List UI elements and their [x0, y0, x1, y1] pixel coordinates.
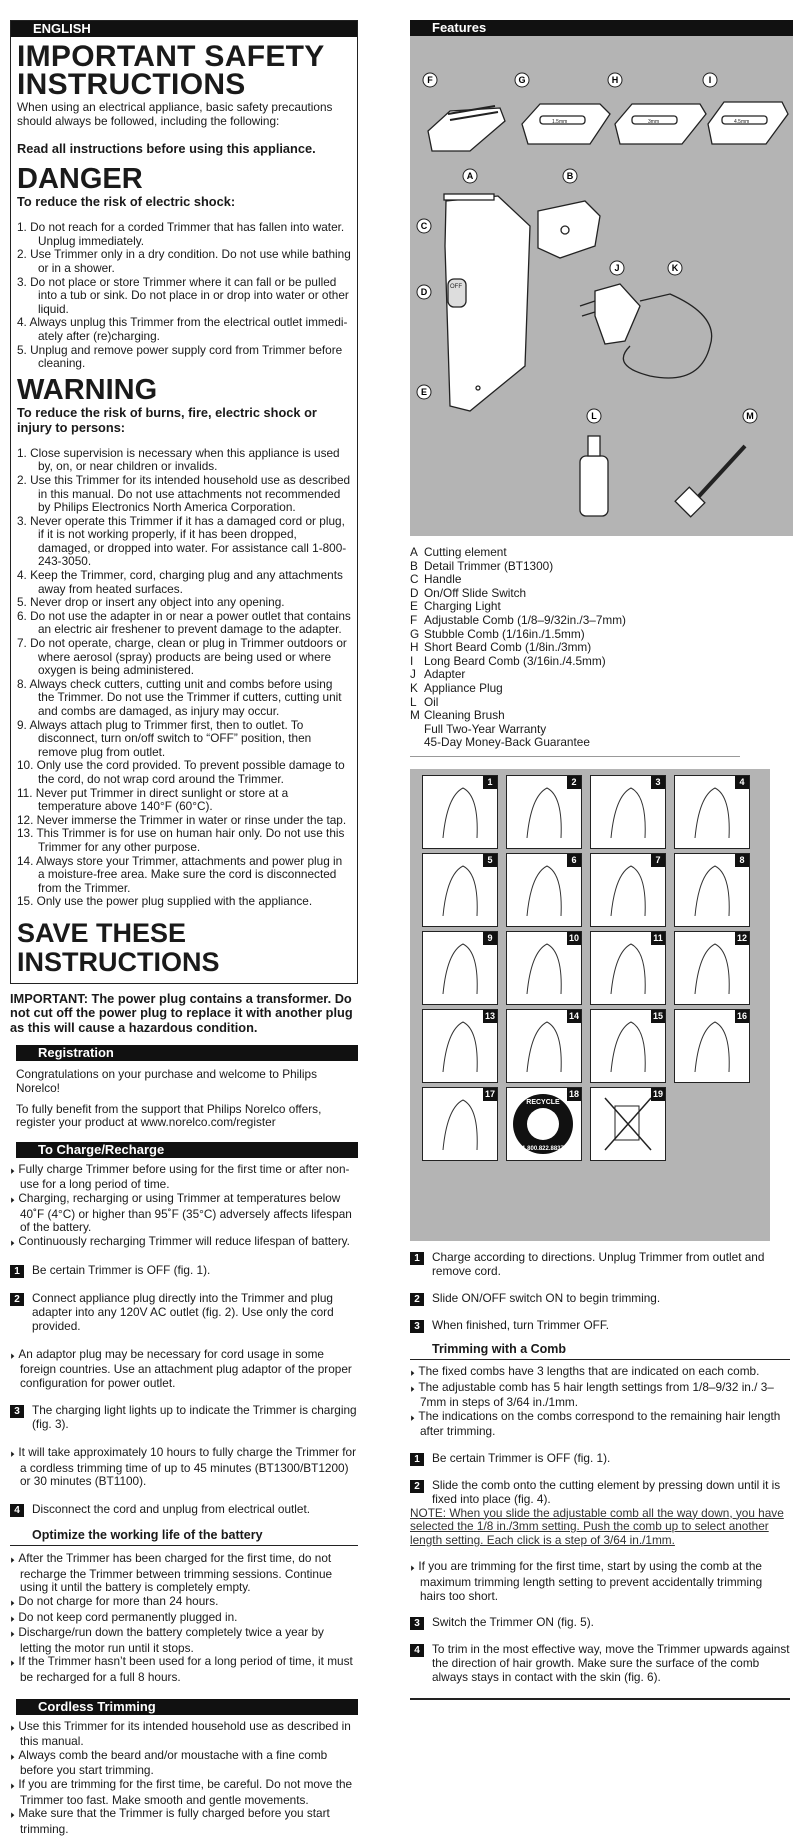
figure-number: 11	[651, 932, 665, 945]
list-item: ▶ The adjustable comb has 5 hair length settings from 1/8–9/32 in./ 3–7mm in steps of 3/64 in./1mm.	[410, 1381, 790, 1410]
comb-i-illustration	[708, 102, 788, 144]
part-letter: B	[410, 558, 418, 573]
list-item: 2. Use this Trimmer for its intended household use as described in this manual. Do not use attachments not recommended by Philips Electronics North America Corporation.	[17, 472, 351, 515]
comb-length-label: 3mm	[648, 119, 660, 125]
comb-length-label: 4.5mm	[734, 119, 750, 125]
cordless-section	[10, 1699, 358, 1836]
step-number: 2	[410, 1293, 424, 1306]
list-item: ▶ The fixed combs have 3 lengths that are indicated on each comb.	[410, 1365, 790, 1381]
comb-step-1	[410, 1452, 790, 1466]
figure-number: 15	[652, 1010, 663, 1021]
svg-text:G: G	[518, 75, 526, 85]
list-item: ▶ If the Trimmer hasn’t been used for a long period of time, it must be recharged for a full 8 hours.	[10, 1655, 358, 1684]
figures-panel	[410, 769, 770, 1241]
warning-subtitle: To reduce the risk of burns, fire, electric shock or injury to persons:	[17, 404, 317, 435]
warning-list	[17, 447, 351, 909]
optimize-header: Optimize the working life of the battery	[10, 1529, 358, 1547]
cordless-step-3	[410, 1319, 790, 1333]
figure-6	[506, 853, 582, 927]
list-item: 1. Do not reach for a corded Trimmer that has fallen into water. Unplug immediately.	[17, 220, 345, 248]
switch-off-label: OFF	[450, 284, 462, 290]
guarantee-text: 45-Day Money-Back Guarantee	[424, 735, 590, 750]
read-all-text: Read all instructions before using this appliance.	[17, 141, 316, 157]
figure-17	[422, 1087, 498, 1161]
part-item	[410, 614, 750, 628]
left-column	[10, 20, 358, 1836]
step-number: 1	[410, 1453, 424, 1466]
svg-text:I: I	[708, 75, 712, 85]
step-text: To trim in the most effective way, move the Trimmer upwards against the direction of hair growth. Make sure the surface of the comb always stays in contact with the skin (fig. 6).	[432, 1642, 790, 1684]
callout-j	[610, 261, 624, 275]
list-item: 6. Do not use the adapter in or near a power outlet that contains an electric air freshener to prevent damage to the adapter.	[17, 608, 351, 637]
figure-14	[506, 1009, 582, 1083]
charge-section	[10, 1142, 358, 1517]
save-instructions-title: SAVE THESE INSTRUCTIONS	[17, 917, 220, 977]
callout-b	[563, 169, 577, 183]
charge-header: To Charge/Recharge	[16, 1142, 358, 1158]
step-text: Be certain Trimmer is OFF (fig. 1).	[432, 1451, 611, 1466]
svg-text:C: C	[420, 221, 428, 231]
figure-number: 7	[651, 854, 665, 867]
guarantee-line	[410, 736, 750, 750]
cleaning-brush-illustration	[675, 446, 745, 517]
part-name: Adapter	[424, 667, 466, 682]
registration-link-text: To fully benefit from the support that Philips Norelco offers, register your product at www.norelco.com/register	[16, 1101, 322, 1130]
callout-f	[423, 73, 437, 87]
features-illustration	[410, 36, 793, 536]
figure-8	[674, 853, 750, 927]
list-item: 11. Never put Trimmer in direct sunlight or store at a temperature above 140°F (60°C).	[17, 785, 289, 814]
list-item: 3. Do not place or store Trimmer where it can fall or be pulled into a tub or sink. Do not place in or drop into water or other liquid.	[17, 274, 349, 316]
list-item: ▶ An adaptor plug may be necessary for cord usage in some foreign countries. Use an attachment plug adaptor of the proper configuration for power outlet.	[10, 1348, 358, 1391]
list-item: 15. Only use the power plug supplied with the appliance.	[17, 894, 313, 909]
figure-7	[590, 853, 666, 927]
list-item: 3. Never operate this Trimmer if it has a damaged cord or plug, if it is not working properly, if it has been dropped, damaged, or dropped into water. For assistance call 1-800-243-3050.	[17, 513, 347, 569]
list-item: ▶ Discharge/run down the battery completely twice a year by letting the motor run until it stops.	[10, 1626, 358, 1655]
svg-text:L: L	[591, 411, 597, 421]
list-item: 5. Never drop or insert any object into any opening.	[17, 595, 285, 610]
list-item: ▶ Do not charge for more than 24 hours.	[10, 1595, 358, 1611]
svg-text:1.800.822.8837: 1.800.822.8837	[522, 1145, 564, 1152]
svg-text:D: D	[420, 287, 428, 297]
step-number: 3	[410, 1320, 424, 1333]
comb-step-3	[410, 1616, 790, 1630]
page-bottom-rule	[410, 1698, 790, 1700]
callout-h	[608, 73, 622, 87]
step-number: 2	[10, 1293, 24, 1306]
charge-step-1	[10, 1264, 358, 1278]
part-item	[410, 628, 750, 642]
svg-text:M: M	[746, 411, 754, 421]
cordless-step-2	[410, 1292, 790, 1306]
warning-title: WARNING	[17, 373, 158, 406]
svg-text:F: F	[427, 75, 433, 85]
figure-number: 12	[736, 932, 747, 943]
list-item: 4. Always unplug this Trimmer from the electrical outlet immedi-ately after (re)charging.	[17, 315, 348, 343]
part-letter: G	[410, 626, 420, 641]
safety-title	[17, 40, 351, 101]
language-header: ENGLISH	[11, 21, 357, 37]
charge-step-3	[10, 1404, 358, 1432]
list-item: 4. Keep the Trimmer, cord, charging plug and any attachments away from heated surfaces.	[17, 568, 343, 596]
part-name: Cutting element	[424, 545, 507, 559]
list-item: ▶ Always comb the beard and/or moustache with a fine comb before you start trimming.	[10, 1749, 358, 1778]
comb-note: NOTE: When you slide the adjustable comb all the way down, you have selected the 1/8 in./3mm setting. Push the comb up to select another length setting. Each click is a step of 3/64 in./1mm.	[410, 1505, 784, 1547]
danger-subtitle: To reduce the risk of electric shock:	[17, 194, 236, 210]
svg-text:J: J	[614, 263, 620, 273]
figure-number: 14	[568, 1010, 579, 1021]
figure-15	[590, 1009, 666, 1083]
figure-number: 10	[568, 932, 579, 943]
figure-number: 2	[567, 776, 581, 789]
list-item: ▶ Charging, recharging or using Trimmer at temperatures below 40˚F (4°C) or higher than 95˚F (35°C) adversely affects lifespan of the battery.	[10, 1192, 358, 1235]
part-name: Cleaning Brush	[424, 708, 505, 723]
charge-time-bullet-list	[10, 1446, 358, 1489]
list-item: 12. Never immerse the Trimmer in water or rinse under the tap.	[17, 812, 347, 827]
figure-number: 4	[735, 776, 749, 789]
part-letter: A	[410, 545, 418, 559]
features-panel	[410, 20, 793, 536]
figure-11	[590, 931, 666, 1005]
part-letter: L	[410, 694, 417, 709]
registration-header: Registration	[16, 1045, 358, 1061]
list-item: 2. Use Trimmer only in a dry condition. Do not use while bathing or in a shower.	[17, 247, 351, 275]
callout-a	[463, 169, 477, 183]
callout-d	[417, 285, 431, 299]
detail-trimmer-illustration	[538, 201, 600, 258]
danger-list	[17, 221, 351, 371]
callout-c	[417, 219, 431, 233]
figure-2	[506, 775, 582, 849]
callout-k	[668, 261, 682, 275]
comb-bullets	[410, 1365, 790, 1439]
intro-text: When using an electrical appliance, basic safety precautions should always be followed, including the following:	[17, 100, 333, 128]
part-item	[410, 573, 750, 587]
danger-title: DANGER	[17, 163, 143, 196]
list-item: ▶ Fully charge Trimmer before using for the first time or after non-use for a long period of time.	[10, 1163, 358, 1192]
warranty-line	[410, 723, 750, 737]
warranty-text: Full Two-Year Warranty	[424, 721, 547, 736]
callout-e	[417, 385, 431, 399]
part-letter: E	[410, 599, 418, 614]
charge-bullets	[10, 1163, 358, 1251]
list-item: 1. Close supervision is necessary when this appliance is used by, on, or near children or invalids.	[17, 445, 340, 474]
figure-1	[422, 775, 498, 849]
list-item: ▶ It will take approximately 10 hours to fully charge the Trimmer for a cordless trimming time of up to 45 minutes (BT1300/BT1200) or 30 minutes (BT1100).	[10, 1446, 358, 1489]
list-item: ▶ Use this Trimmer for its intended household use as described in this manual.	[10, 1720, 358, 1749]
figure-9	[422, 931, 498, 1005]
adapter-illustration	[580, 284, 640, 344]
figure-4	[674, 775, 750, 849]
svg-text:H: H	[611, 75, 619, 85]
step-number: 4	[410, 1644, 424, 1657]
part-letter: D	[410, 585, 419, 600]
figure-number: 17	[484, 1088, 495, 1099]
step-number: 1	[410, 1252, 424, 1265]
list-item: ▶ Make sure that the Trimmer is fully charged before you start trimming.	[10, 1807, 358, 1836]
step-number: 3	[10, 1405, 24, 1418]
callout-m	[743, 409, 757, 423]
adaptor-bullet-list	[10, 1348, 358, 1391]
part-letter: I	[410, 653, 414, 668]
figure-number: 3	[651, 776, 665, 789]
figure-number: 19	[652, 1088, 663, 1099]
list-item: ▶ The indications on the combs correspond to the remaining hair length after trimming.	[410, 1410, 790, 1439]
svg-text:B: B	[566, 171, 574, 181]
comb-header: Trimming with a Comb	[410, 1343, 790, 1361]
figure-16	[674, 1009, 750, 1083]
list-item: 8. Always check cutters, cutting unit and combs before using the Trimmer. Do not use the Trimmer if cutters, cutting unit and combs are damaged, as injury may occur.	[17, 676, 342, 718]
features-header: Features	[410, 20, 793, 36]
divider	[410, 756, 740, 757]
registration-section	[10, 1045, 358, 1129]
list-item: 13. This Trimmer is for use on human hair only. Do not use this Trimmer for any other purpose.	[17, 826, 345, 854]
part-item	[410, 600, 750, 614]
list-item: 7. Do not operate, charge, clean or plug in Trimmer outdoors or where aerosol (spray) products are being used or where oxygen is being administered.	[17, 636, 347, 678]
registration-text: Congratulations on your purchase and welcome to Philips Norelco!	[16, 1067, 317, 1095]
step-number: 2	[410, 1480, 424, 1493]
part-letter: J	[410, 667, 416, 682]
step-text: Be certain Trimmer is OFF (fig. 1).	[32, 1263, 211, 1278]
list-item: ▶ If you are trimming for the first time, start by using the comb at the maximum trimming length setting to prevent accidentally trimming hairs too short.	[410, 1560, 790, 1603]
cordless-header: Cordless Trimming	[16, 1699, 358, 1715]
part-item	[410, 696, 750, 710]
callout-g	[515, 73, 529, 87]
part-letter: C	[410, 572, 419, 587]
part-name: Short Beard Comb (1/8in./3mm)	[424, 640, 592, 655]
oil-bottle-illustration	[580, 436, 608, 516]
list-item: 14. Always store your Trimmer, attachments and power plug in a moisture-free area. Make sure the cord is disconnected from the Trimmer.	[17, 853, 343, 895]
part-name: Oil	[424, 694, 439, 709]
list-item: ▶ Do not keep cord permanently plugged in.	[10, 1611, 358, 1627]
step-text: Switch the Trimmer ON (fig. 5).	[432, 1615, 594, 1630]
cordless-step-1	[410, 1251, 790, 1279]
list-item: ▶ Continuously recharging Trimmer will reduce lifespan of battery.	[10, 1235, 358, 1251]
part-letter: M	[410, 708, 420, 723]
step-text: Disconnect the cord and unplug from electrical outlet.	[32, 1501, 311, 1516]
figure-number: 1	[483, 776, 497, 789]
part-item	[410, 668, 750, 682]
important-transformer-note: IMPORTANT: The power plug contains a transformer. Do not cut off the power plug to replace it with another plug as this will cause a hazardous condition.	[10, 990, 353, 1035]
part-item	[410, 682, 750, 696]
figure-number: 9	[483, 932, 497, 945]
figure-number: 13	[484, 1010, 495, 1021]
comb-step-4	[410, 1643, 790, 1684]
list-item: 9. Always attach plug to Trimmer first, then to outlet. To disconnect, turn on/off switch to “OFF” position, then remove plug from outlet.	[17, 717, 312, 759]
comb-g-illustration	[522, 104, 610, 144]
figure-18	[506, 1087, 582, 1161]
figure-10	[506, 931, 582, 1005]
svg-text:A: A	[466, 171, 474, 181]
step-text: When finished, turn Trimmer OFF.	[432, 1317, 609, 1332]
parts-list	[410, 546, 750, 757]
safety-instructions-box	[10, 20, 358, 984]
optimize-section	[10, 1529, 358, 1685]
part-letter: K	[410, 680, 418, 695]
svg-text:RECYCLE: RECYCLE	[526, 1098, 560, 1106]
part-item	[410, 709, 750, 723]
part-item	[410, 655, 750, 669]
part-letter: F	[410, 612, 418, 627]
comb-f-illustration	[428, 106, 505, 151]
figure-number: 8	[735, 854, 749, 867]
part-name: Long Beard Comb (3/16in./4.5mm)	[424, 653, 606, 668]
step-text: Slide the comb onto the cutting element by pressing down until it is fixed into place (fig. 4).	[432, 1478, 781, 1507]
part-item	[410, 641, 750, 655]
part-item	[410, 560, 750, 574]
title-line-2: INSTRUCTIONS	[17, 68, 246, 101]
svg-text:E: E	[420, 387, 428, 397]
part-name: Detail Trimmer (BT1300)	[424, 558, 554, 573]
figure-number: 6	[567, 854, 581, 867]
figure-number: 5	[483, 854, 497, 867]
part-name: On/Off Slide Switch	[424, 585, 527, 600]
step-text: The charging light lights up to indicate the Trimmer is charging (fig. 3).	[32, 1403, 357, 1432]
part-letter: H	[410, 640, 419, 655]
list-item: 10. Only use the cord provided. To prevent possible damage to the cord, do not wrap cord around the Trimmer.	[17, 758, 345, 786]
part-name: Stubble Comb (1/16in./1.5mm)	[424, 626, 585, 641]
title-line-1: IMPORTANT SAFETY	[17, 40, 325, 73]
list-item: ▶ If you are trimming for the first time, be careful. Do not move the Trimmer too fast. Make smooth and gentle movements.	[10, 1778, 358, 1807]
optimize-bullets	[10, 1552, 358, 1684]
part-name: Charging Light	[424, 599, 501, 614]
step-number: 4	[10, 1504, 24, 1517]
part-item	[410, 587, 750, 601]
step-number: 3	[410, 1617, 424, 1630]
charge-step-4	[10, 1503, 358, 1517]
figure-19	[590, 1087, 666, 1161]
first-time-bullet-list	[410, 1560, 790, 1603]
cordless-bullets	[10, 1720, 358, 1836]
figure-number: 16	[736, 1010, 747, 1021]
figure-12	[674, 931, 750, 1005]
figure-3	[590, 775, 666, 849]
part-name: Adjustable Comb (1/8–9/32in./3–7mm)	[424, 612, 626, 627]
callout-l	[587, 409, 601, 423]
list-item: 5. Unplug and remove power supply cord from Trimmer before cleaning.	[17, 342, 343, 371]
comb-step-2	[410, 1479, 790, 1507]
right-column	[410, 20, 793, 1700]
figure-number: 18	[568, 1088, 579, 1099]
callout-i	[703, 73, 717, 87]
step-text: Charge according to directions. Unplug Trimmer from outlet and remove cord.	[432, 1249, 765, 1278]
trimming-instructions	[410, 1251, 790, 1701]
list-item: ▶ After the Trimmer has been charged for the first time, do not recharge the Trimmer between trimming sessions. Continue using it until the battery is completely empty.	[10, 1552, 358, 1595]
trimmer-handle-illustration	[444, 194, 530, 411]
comb-length-label: 1.5mm	[552, 119, 568, 125]
charge-step-2	[10, 1292, 358, 1333]
part-name: Appliance Plug	[424, 680, 503, 695]
step-number: 1	[10, 1265, 24, 1278]
figure-5	[422, 853, 498, 927]
part-item	[410, 546, 750, 560]
step-text: Slide ON/OFF switch ON to begin trimming.	[432, 1290, 661, 1305]
step-text: Connect appliance plug directly into the Trimmer and plug adapter into any 120V AC outlet (fig. 2). Use only the cord provided.	[32, 1291, 334, 1333]
figure-13	[422, 1009, 498, 1083]
comb-h-illustration	[615, 104, 706, 144]
svg-text:K: K	[671, 263, 679, 273]
part-name: Handle	[424, 572, 462, 587]
